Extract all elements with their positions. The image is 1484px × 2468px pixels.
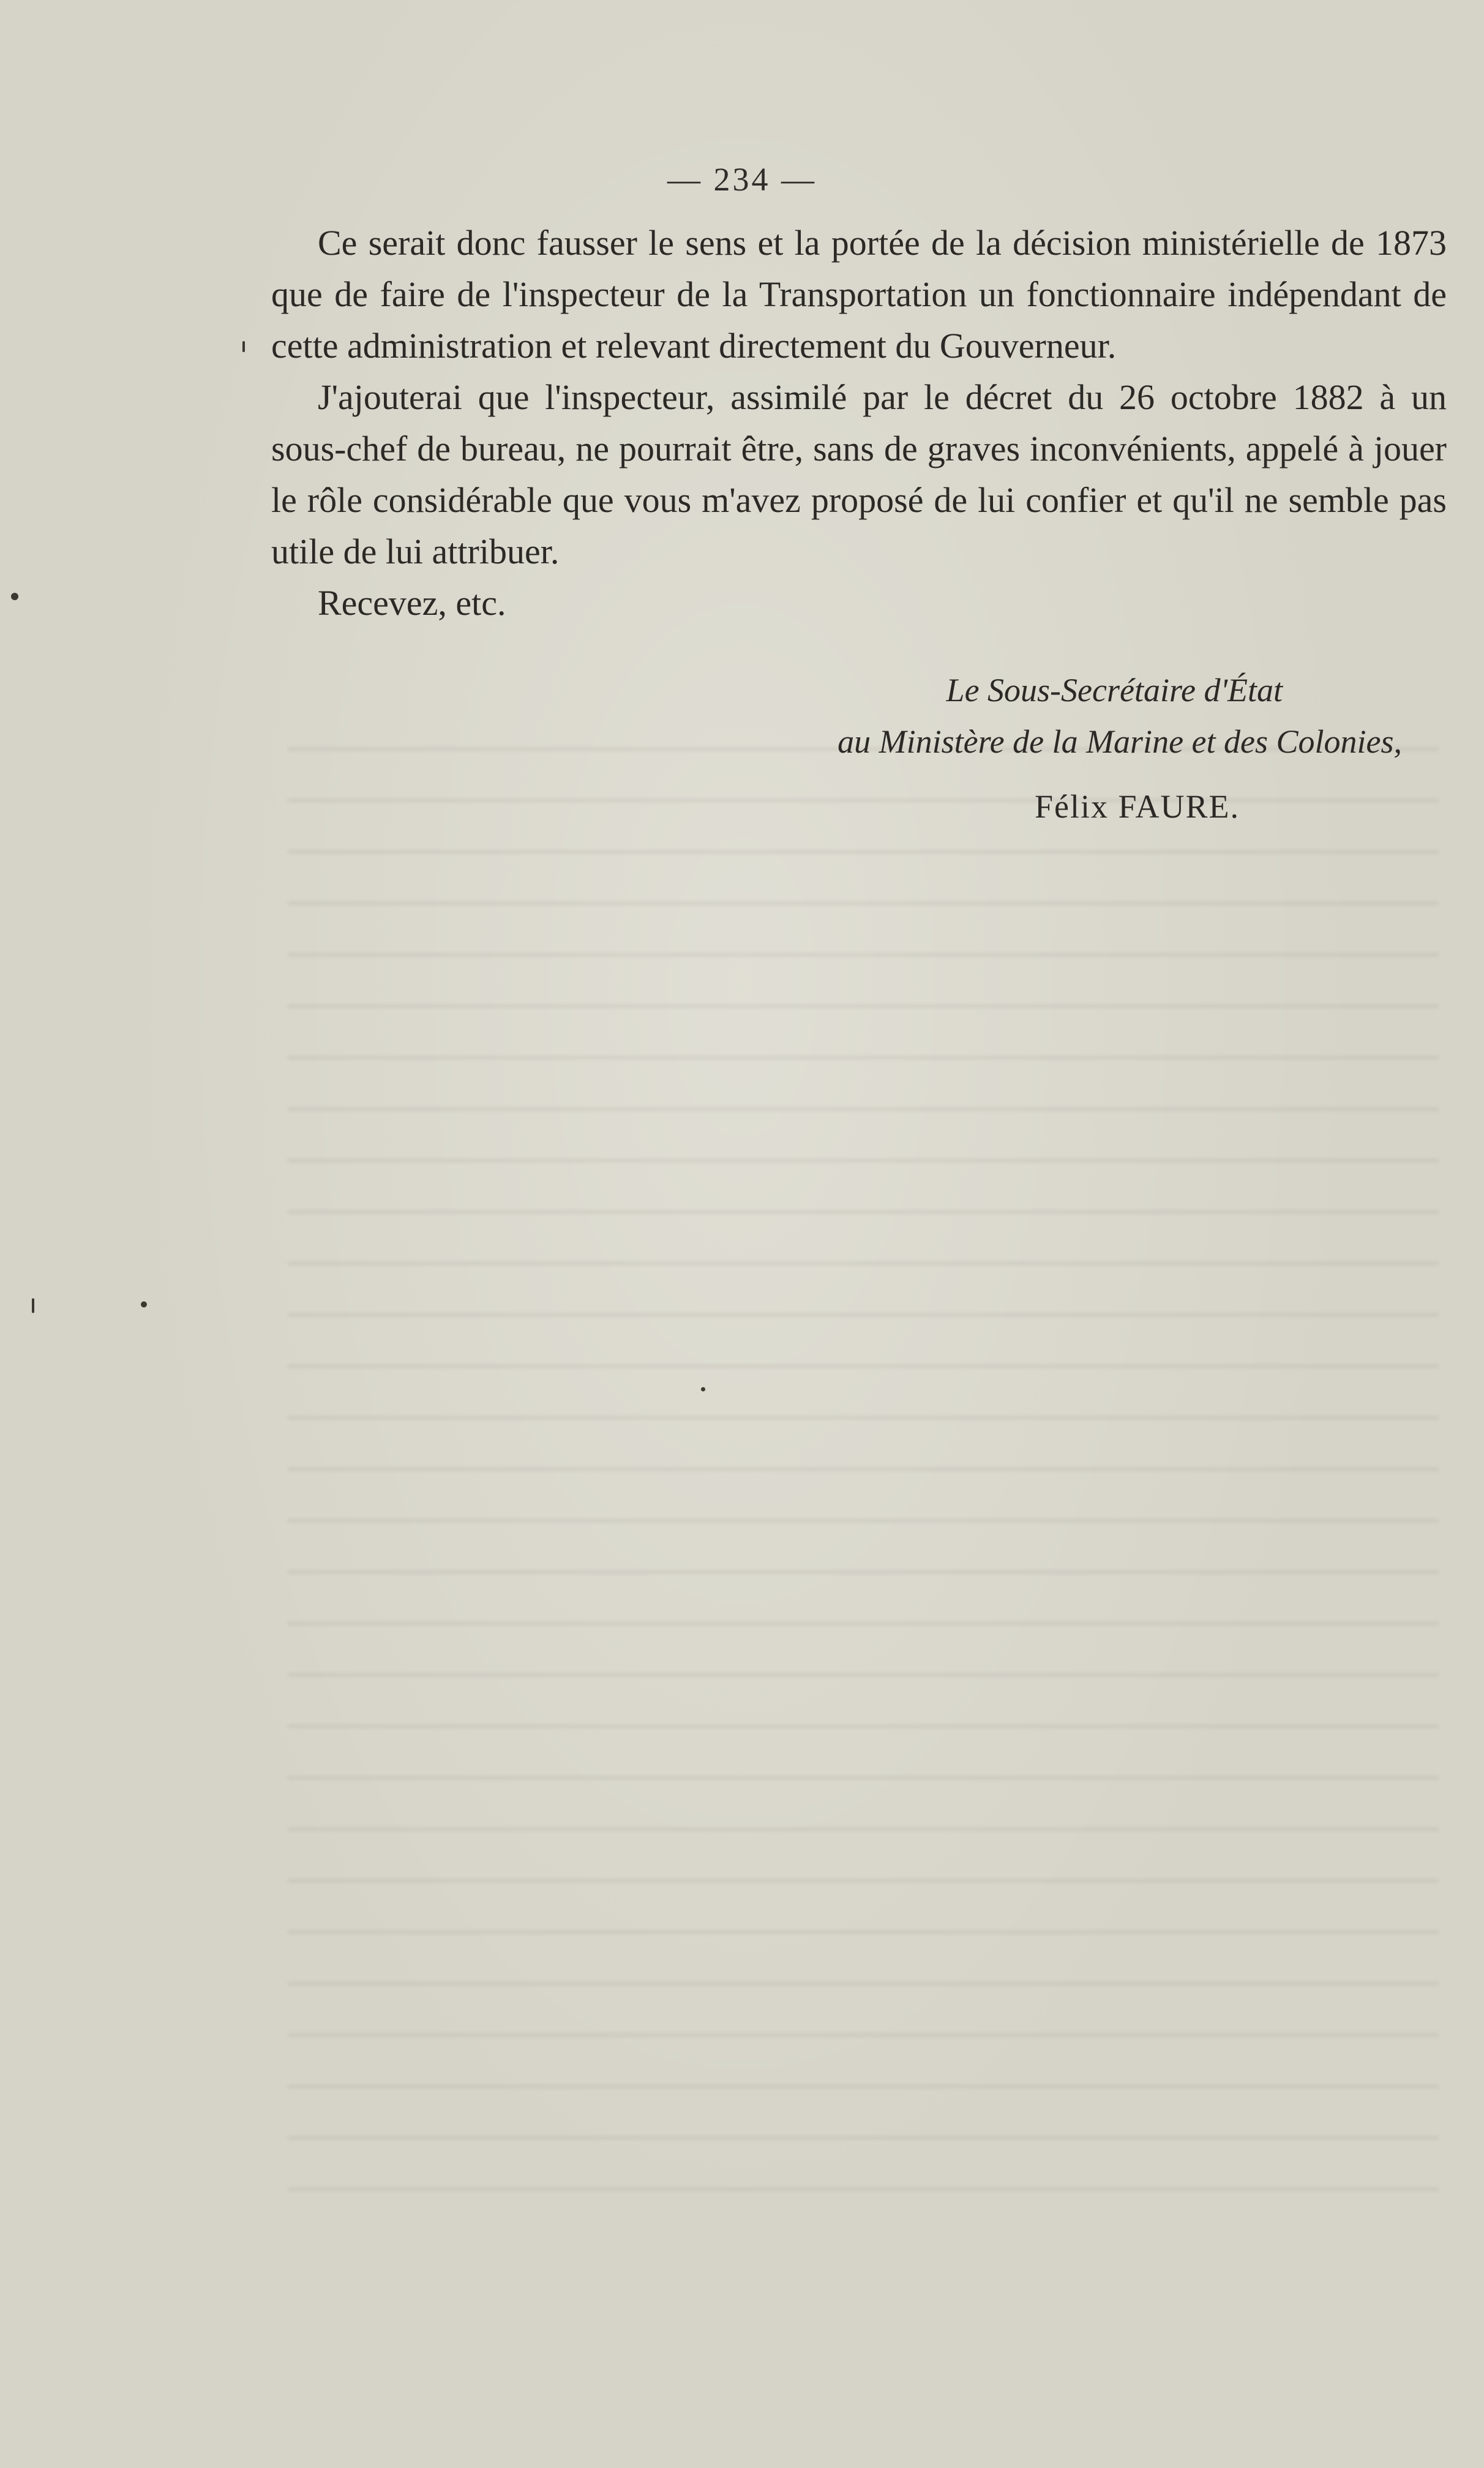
paragraph-closing: Recevez, etc. — [318, 583, 506, 623]
show-through-text — [288, 710, 1439, 2192]
paper-speck — [701, 1387, 705, 1391]
paragraph-1: Ce serait donc fausser le sens et la portée de la décision ministérielle de 1873 que de faire de l'inspecteur de la Transportation un fonctionnaire indépendant de cette administration et relevant directement du Gouverneur. — [271, 223, 1447, 366]
paper-speck — [141, 1301, 147, 1307]
page-number: — 234 — — [667, 161, 817, 198]
paper-speck — [32, 1298, 34, 1313]
paragraph-2: J'ajouterai que l'inspecteur, assimilé par le décret du 26 octobre 1882 à un sous-chef de bureau, ne pourrait être, sans de graves inconvénients, appelé à jouer le rôle considérable que vous m'avez proposé de lui confier et qu'il ne semble pas utile de lui attribuer. — [271, 377, 1447, 571]
signature-ministry: au Ministère de la Marine et des Colonies, — [838, 723, 1402, 760]
signature-title: Le Sous-Secrétaire d'État — [946, 672, 1283, 709]
paper-speck — [242, 341, 245, 352]
signature-name: Félix FAURE. — [1034, 788, 1240, 825]
letter-body — [271, 217, 1447, 629]
paper-speck — [11, 593, 18, 600]
signature-block — [771, 664, 1402, 832]
